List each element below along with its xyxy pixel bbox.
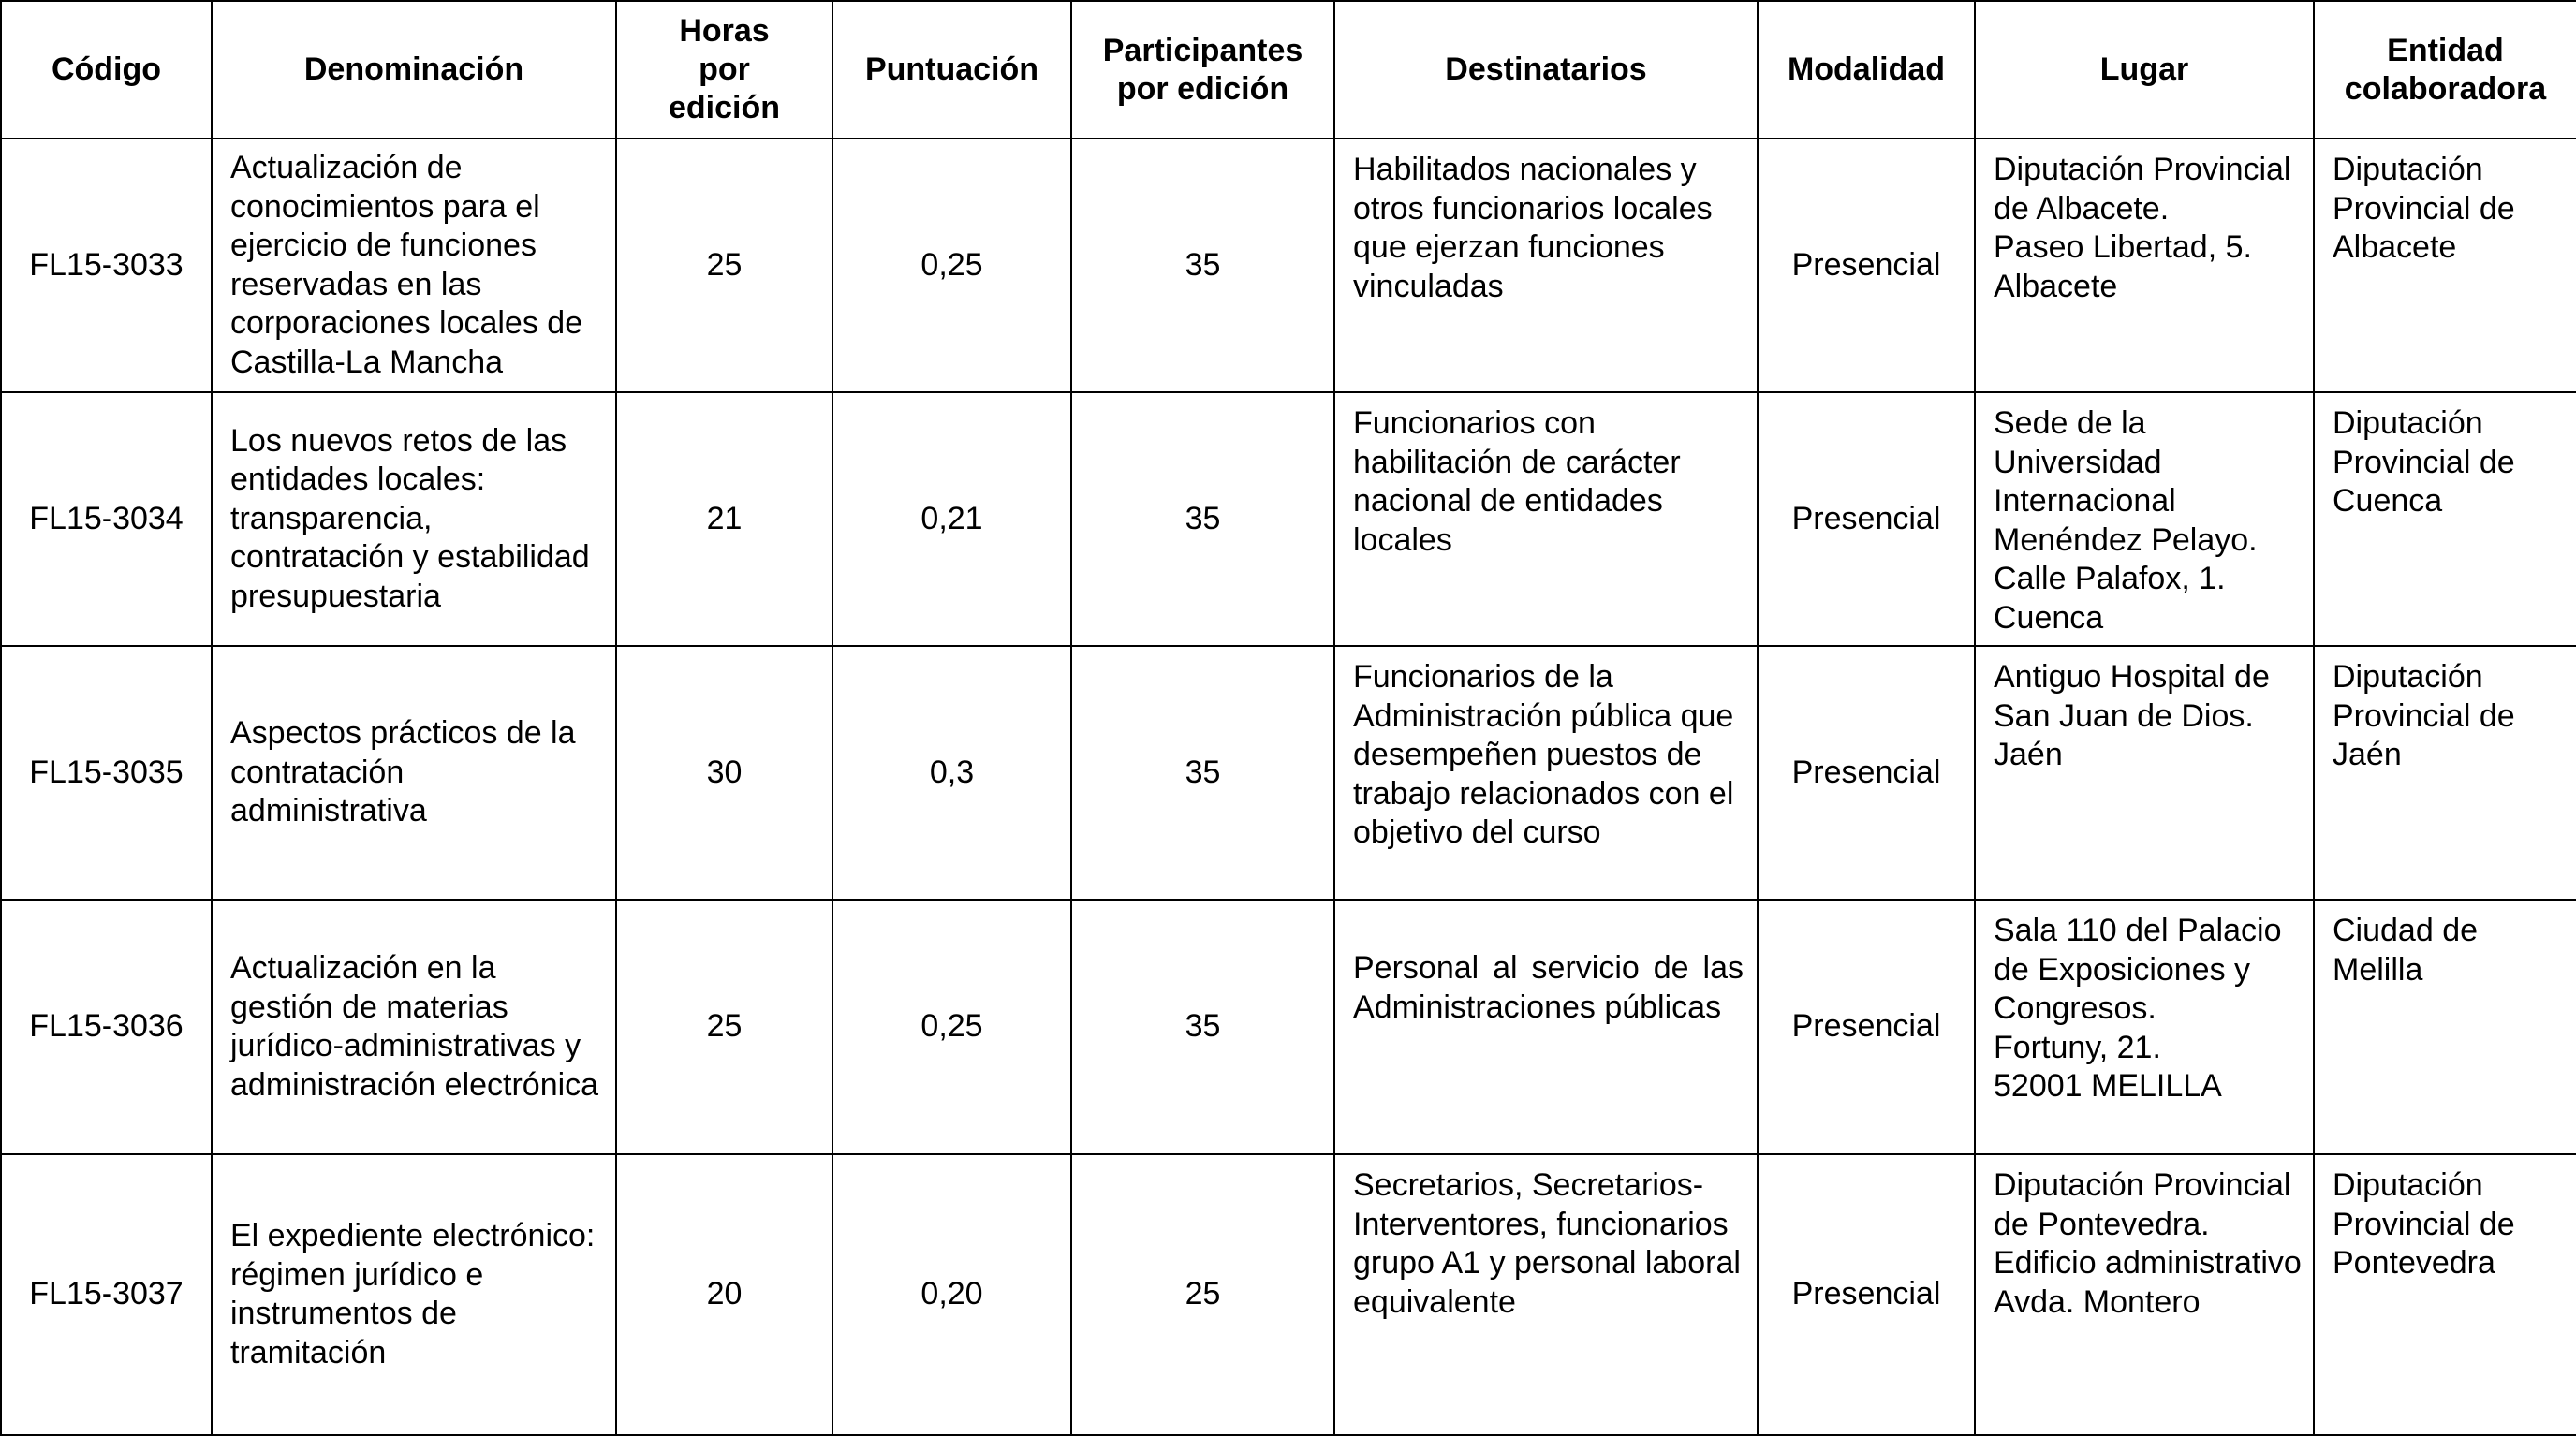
cell-destinatarios: Habilitados nacionales y otros funcionarios locales que ejerzan funciones vinculadas xyxy=(1334,139,1758,392)
cell-modalidad: Presencial xyxy=(1758,139,1975,392)
cell-codigo: FL15-3036 xyxy=(1,900,212,1154)
cell-codigo: FL15-3033 xyxy=(1,139,212,392)
header-denominacion: Denominación xyxy=(212,1,616,139)
cell-puntuacion: 0,25 xyxy=(832,139,1071,392)
cell-destinatarios: Secretarios, Secretarios-Interventores, funcionarios grupo A1 y personal laboral equivalente xyxy=(1334,1154,1758,1435)
cell-codigo: FL15-3034 xyxy=(1,392,212,646)
cell-modalidad: Presencial xyxy=(1758,1154,1975,1435)
cell-horas: 20 xyxy=(616,1154,832,1435)
cell-lugar: Diputación Provincial de Albacete. Paseo Libertad, 5. Albacete xyxy=(1975,139,2314,392)
cell-denominacion: El expediente electrónico: régimen jurídico e instrumentos de tramitación xyxy=(212,1154,616,1435)
cell-participantes: 35 xyxy=(1071,646,1334,900)
cell-horas: 21 xyxy=(616,392,832,646)
cell-participantes: 35 xyxy=(1071,900,1334,1154)
cell-modalidad: Presencial xyxy=(1758,646,1975,900)
cell-entidad: Diputación Provincial de Pontevedra xyxy=(2314,1154,2576,1435)
table-row xyxy=(1,1154,2576,1435)
header-puntuacion: Puntuación xyxy=(832,1,1071,139)
header-destinatarios: Destinatarios xyxy=(1334,1,1758,139)
cell-entidad: Ciudad de Melilla xyxy=(2314,900,2576,1154)
table-row xyxy=(1,900,2576,1154)
cell-entidad: Diputación Provincial de Albacete xyxy=(2314,139,2576,392)
cell-denominacion: Actualización de conocimientos para el ejercicio de funciones reservadas en las corporaciones locales de Castilla-La Mancha xyxy=(212,139,616,392)
cell-denominacion: Aspectos prácticos de la contratación administrativa xyxy=(212,646,616,900)
cell-modalidad: Presencial xyxy=(1758,392,1975,646)
cell-horas: 25 xyxy=(616,139,832,392)
cell-codigo: FL15-3035 xyxy=(1,646,212,900)
cell-horas: 30 xyxy=(616,646,832,900)
cell-participantes: 25 xyxy=(1071,1154,1334,1435)
header-entidad: Entidad colaboradora xyxy=(2314,1,2576,139)
table-row xyxy=(1,392,2576,646)
cell-destinatarios: Funcionarios con habilitación de carácter nacional de entidades locales xyxy=(1334,392,1758,646)
cell-participantes: 35 xyxy=(1071,392,1334,646)
cell-destinatarios: Personal al servicio de las Administraciones públicas xyxy=(1334,900,1758,1154)
cell-denominacion: Actualización en la gestión de materias jurídico-administrativas y administración electrónica xyxy=(212,900,616,1154)
header-modalidad: Modalidad xyxy=(1758,1,1975,139)
cell-lugar: Sala 110 del Palacio de Exposiciones y Congresos. Fortuny, 21. 52001 MELILLA xyxy=(1975,900,2314,1154)
table-row xyxy=(1,646,2576,900)
cell-codigo: FL15-3037 xyxy=(1,1154,212,1435)
cell-puntuacion: 0,20 xyxy=(832,1154,1071,1435)
cell-participantes: 35 xyxy=(1071,139,1334,392)
cell-lugar: Diputación Provincial de Pontevedra. Edificio administrativo Avda. Montero xyxy=(1975,1154,2314,1435)
cell-entidad: Diputación Provincial de Jaén xyxy=(2314,646,2576,900)
cell-entidad: Diputación Provincial de Cuenca xyxy=(2314,392,2576,646)
cell-horas: 25 xyxy=(616,900,832,1154)
cell-puntuacion: 0,3 xyxy=(832,646,1071,900)
cell-lugar: Sede de la Universidad Internacional Menéndez Pelayo. Calle Palafox, 1. Cuenca xyxy=(1975,392,2314,646)
cell-modalidad: Presencial xyxy=(1758,900,1975,1154)
cell-puntuacion: 0,25 xyxy=(832,900,1071,1154)
cell-destinatarios: Funcionarios de la Administración pública que desempeñen puestos de trabajo relacionados con el objetivo del curso xyxy=(1334,646,1758,900)
header-participantes: Participantes por edición xyxy=(1071,1,1334,139)
cell-lugar: Antiguo Hospital de San Juan de Dios. Jaén xyxy=(1975,646,2314,900)
header-codigo: Código xyxy=(1,1,212,139)
header-row xyxy=(1,1,2576,139)
table-row xyxy=(1,139,2576,392)
header-lugar: Lugar xyxy=(1975,1,2314,139)
cell-denominacion: Los nuevos retos de las entidades locales: transparencia, contratación y estabilidad presupuestaria xyxy=(212,392,616,646)
cell-puntuacion: 0,21 xyxy=(832,392,1071,646)
header-horas: Horas por edición xyxy=(616,1,832,139)
